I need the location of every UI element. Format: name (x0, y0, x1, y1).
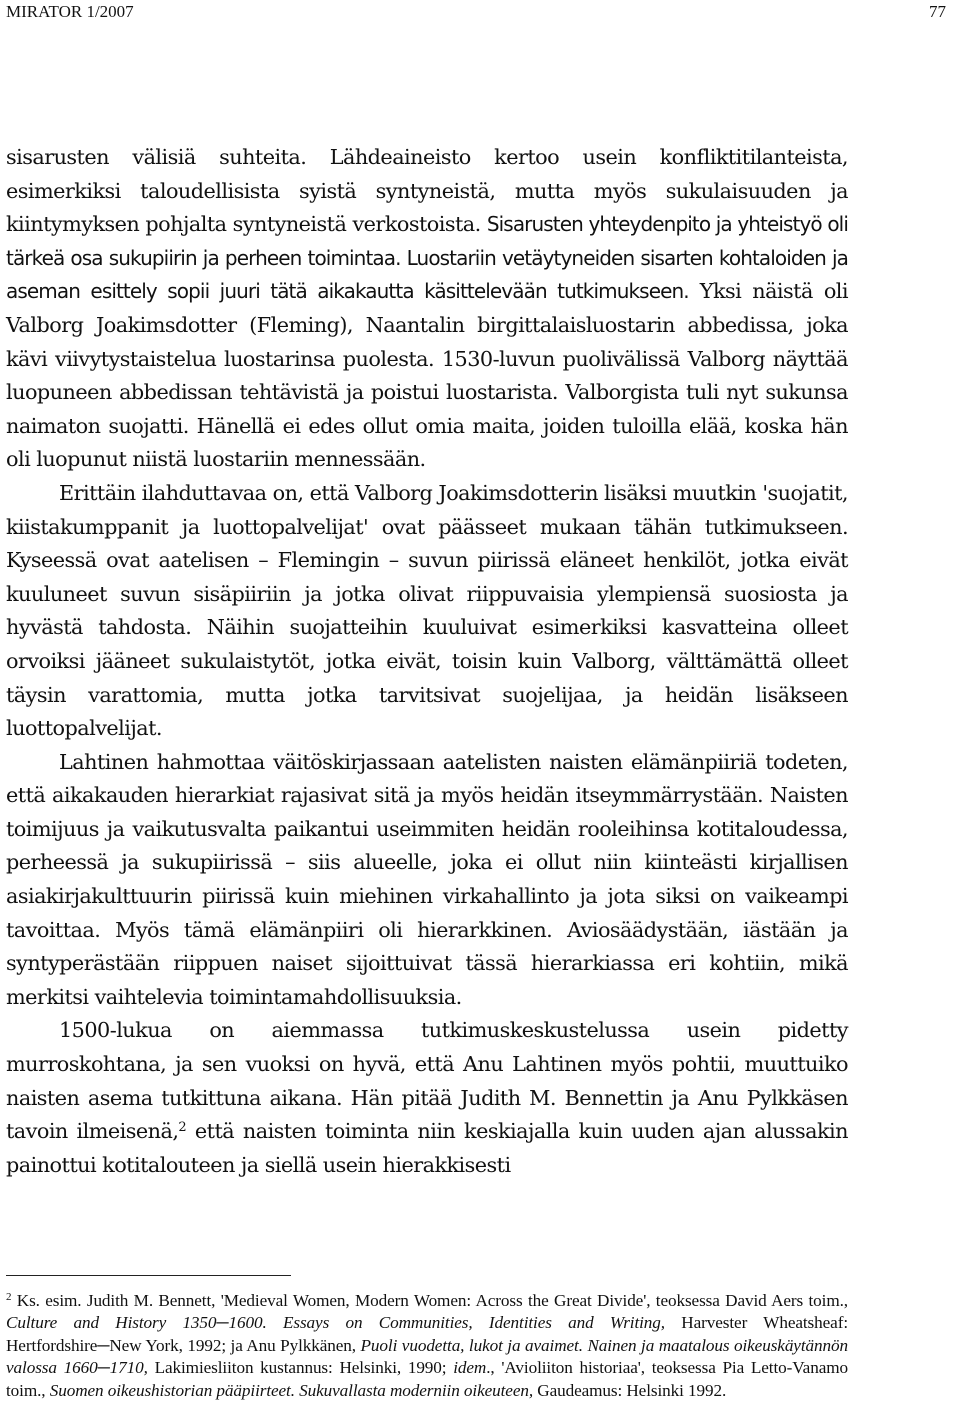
footnote-number: 2 (6, 1291, 12, 1303)
text-run: Sisarusten yhteydenpito ja yhteistyö oli tärkeä osa sukupiirin ja perheen toimintaa. Luostariin vetäytyneiden sisarten kohtaloiden ja aseman esittely sopii juuri tätä aikakautta käsittelevään tutkimukseen. (6, 212, 848, 304)
footnote-text-run: Culture and History 1350─1600. Essays on Communities, Identities and Writing, (6, 1313, 665, 1333)
text-run: Erittäin ilahduttavaa on, että Valborg Joakimsdotterin lisäksi muutkin 'suojatit, kiistakumppanit ja luottopalvelijat' ovat päässeet mukaan tähän tutkimukseen. Kyseessä ovat aatelisen – Flemingin – suvun piirissä eläneet henkilöt, jotka eivät kuuluneet suvun sisäpiiriin ja jotka olivat riippuvaisia ylempiensä suosiosta ja hyvästä tahdosta. Näihin suojatteihin kuuluivat esimerkiksi kasvatteina olleet orvoiksi jääneet sukulaistytöt, jotka eivät, toisin kuin Valborg, välttämättä olleet täysin varattomia, mutta jotka tarvitsivat suojelijaa, ja heidän lisäkseen luottopalvelijat. (6, 480, 848, 741)
paragraph (6, 746, 848, 1015)
footnote-reference: 2 (178, 1120, 187, 1136)
text-run: sisarusten välisiä suhteita. Lähdeaineisto kertoo usein konfliktitilanteista, esimerkiksi taloudellisista syistä syntyneistä, mutta myös sukulaisuuden ja kiintymyksen pohjalta syntyneistä verkostoista. (6, 145, 848, 237)
footnote (6, 1290, 848, 1402)
footnote-text-run: Lakimiesliiton kustannus: Helsinki, 1990; (147, 1358, 454, 1378)
footnotes (6, 1290, 848, 1402)
footnote-text-run: Puoli vuodetta, lukot ja avaimet. Nainen ja maatalous oikeuskäytännön valossa 1660─1710, (6, 1335, 848, 1378)
page-number: 77 (929, 2, 946, 21)
footnote-text-run: idem (453, 1358, 487, 1378)
text-run: Lahtinen hahmottaa väitöskirjassaan aatelisten naisten elämänpiiriä todeten, että aikakauden hierarkiat rajasivat sitä ja myös heidän itseymmärrystään. Naisten toimijuus ja vaikutusvalta paikantui useimmiten heidän rooleihinsa kotitaloudessa, perheessä ja sukupiirissä – siis alueelle, joka ei ollut niin kiinteästi kirjallisen asiakirjakulttuurin piirissä kuin miehinen virkahallinto ja jota siksi on vaikeampi tavoittaa. Myös tämä elämänpiiri oli hierarkkinen. Aviosäädystään, iästään ja syntyperästään riippuen naiset sijoittuivat tässä hierarkiassa eri kohtiin, mikä merkitsi vaihtelevia toimintamahdollisuuksia. (6, 749, 848, 1009)
text-run: että naisten toiminta niin keskiajalla kuin uuden ajan alussakin painottui kotitalouteen ja siellä usein hierakkisesti (6, 1119, 849, 1177)
footnote-text-run: Harvester Wheatsheaf: Hertfordshire─New York, 1992; ja Anu Pylkkänen, (6, 1313, 848, 1355)
text-run: 1500-lukua on aiemmassa tutkimuskeskustelussa usein pidetty murroskohtana, ja sen vuoksi on hyvä, että Anu Lahtinen myös pohtii, muuttuiko naisten asema tutkittuna aikana. Hän pitää Judith M. Bennettin ja Anu Pylkkäsen tavoin ilmeisenä, (6, 1018, 848, 1144)
footnote-text-run: ., 'Avioliiton historiaa', teoksessa Pia Letto-Vanamo toim., (6, 1358, 848, 1400)
body-text (6, 141, 848, 1182)
footnote-separator (6, 1275, 291, 1276)
paragraph (6, 141, 848, 477)
paragraph (6, 477, 848, 746)
journal-title: MIRATOR 1/2007 (6, 2, 134, 21)
footnote-text-run: Ks. esim. Judith M. Bennett, 'Medieval Women, Modern Women: Across the Great Divide', teoksessa David Aers toim., (11, 1291, 848, 1310)
paragraph (6, 1014, 848, 1182)
text-run: Yksi näistä oli Valborg Joakimsdotter (Fleming), Naantalin birgittalaisluostarin abbedissa, joka kävi viivytystaistelua luostarinsa puolesta. 1530-luvun puolivälissä Valborg näyttää luopuneen abbedissan tehtävistä ja poistui luostarista. Valborgista tuli nyt sukunsa naimaton suojatti. Hänellä ei edes ollut omia maita, joiden tuloilla elää, koska hän oli luopunut niistä luostariin mennessään. (6, 279, 849, 472)
footnote-text-run: Suomen oikeushistorian pääpiirteet. Sukuvallasta moderniin oikeuteen, (49, 1380, 534, 1400)
footnote-text-run: Gaudeamus: Helsinki 1992. (533, 1380, 727, 1400)
